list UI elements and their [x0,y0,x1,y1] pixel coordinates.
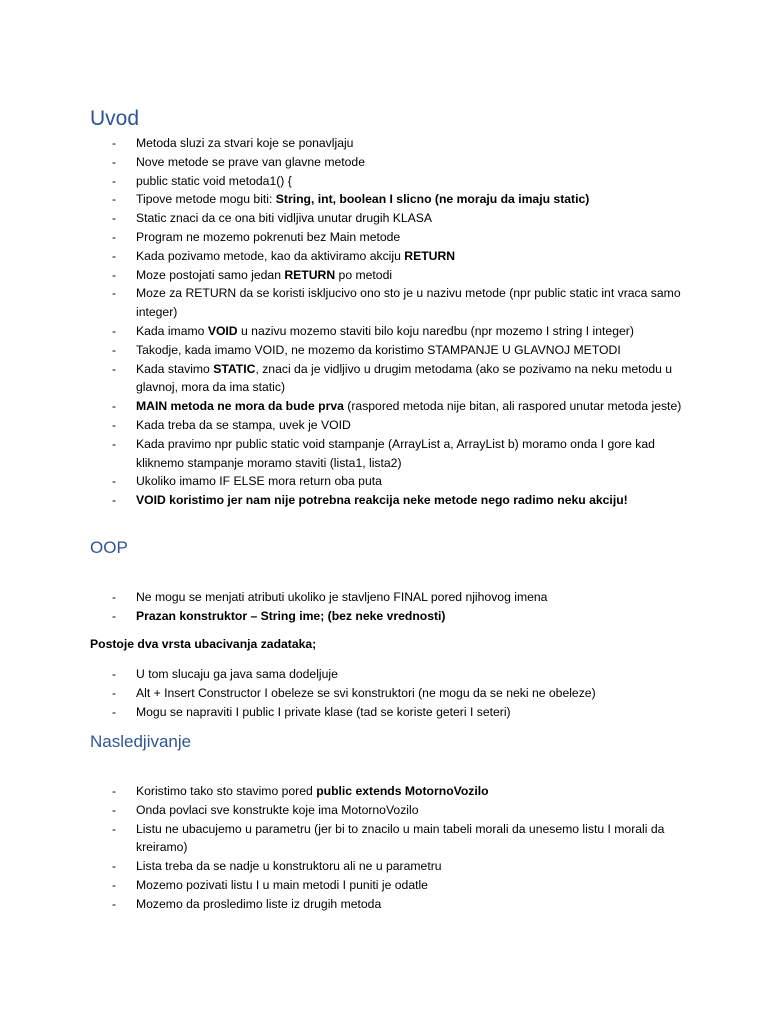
item-text: Nove metode se prave van glavne metode [136,154,365,169]
list-item [90,895,690,914]
bullet-dash: - [112,436,117,451]
list-item [90,801,690,820]
list-item [90,397,690,416]
bullet-dash: - [112,173,117,188]
list-item [90,472,690,491]
bullet-dash: - [112,399,117,414]
list-item [90,491,690,510]
list-item [90,284,690,322]
item-text: public static void metoda1() { [136,173,292,188]
list-item [90,607,690,626]
bullet-dash: - [112,877,117,892]
bullet-dash: - [112,192,117,207]
bullet-dash: - [112,361,117,376]
bullet-dash: - [112,211,117,226]
list-item [90,209,690,228]
item-text: Program ne mozemo pokrenuti bez Main metode [136,229,401,244]
list-item [90,857,690,876]
bullet-dash: - [112,590,117,604]
heading-uvod: Uvod [90,107,140,130]
item-text: Lista treba da se nadje u konstruktoru ali ne u parametru [136,859,442,874]
list-item [90,172,690,191]
bold-text: String, int, boolean I slicno (ne moraju da imaju static) [275,192,590,207]
item-text: Moze za RETURN da se koristi iskljucivo ono sto je u nazivu metode (npr public static int vraca samo integer) [136,286,681,320]
list-item [90,820,690,858]
bold-text: RETURN [404,248,456,263]
bold-text: STATIC [213,361,256,376]
heading-oop: OOP [90,538,128,557]
item-text: Listu ne ubacujemo u parametru (jer bi to znacilo u main tabeli morali da unesemo listu I morali da kreiramo) [136,821,665,855]
bullet-dash: - [112,229,117,244]
bullet-dash: - [112,704,117,719]
list-item [90,322,690,341]
oop-paragraph: Postoje dva vrsta ubacivanja zadataka; [90,637,317,651]
item-text: po metodi [335,267,393,282]
item-text: Mogu se napraviti I public I private klase (tad se koriste geteri I seteri) [136,704,511,719]
bold-text: VOID [207,323,238,338]
list-item [90,134,690,153]
item-text: Mozemo pozivati listu I u main metodi I puniti je odatle [136,877,428,892]
bullet-dash: - [112,493,117,508]
bullet-dash: - [112,136,117,150]
list-item [90,190,690,209]
list-item [90,665,690,684]
list-item [90,153,690,172]
bullet-dash: - [112,267,117,282]
list-item [90,782,690,801]
item-text: Takodje, kada imamo VOID, ne mozemo da koristimo STAMPANJE U GLAVNOJ METODI [136,342,621,357]
item-text: Koristimo tako sto stavimo pored [136,784,317,798]
bullet-dash: - [112,685,117,700]
item-text: Kada treba da se stampa, uvek je VOID [136,417,351,432]
bullet-dash: - [112,821,117,836]
list-item [90,247,690,266]
list-item [90,684,690,703]
bullet-dash: - [112,342,117,357]
list-item [90,416,690,435]
item-text: Ukoliko imamo IF ELSE mora return oba puta [136,474,382,489]
bullet-dash: - [112,802,117,817]
item-text: Static znaci da ce ona biti vidljiva unutar drugih KLASA [136,211,433,226]
bullet-dash: - [112,784,117,798]
nasledjivanje-list [90,782,690,914]
item-text: Metoda sluzi za stvari koje se ponavljaju [136,136,354,150]
item-text: , znaci da je vidljivo u drugim metodama (ako se pozivamo na neku metodu u glavnoj, mora da ima static) [136,361,673,395]
item-text: (raspored metoda nije bitan, ali raspored unutar metoda jeste) [343,399,682,414]
item-text: Moze postojati samo jedan [136,267,285,282]
item-text: Alt + Insert Constructor I obeleze se svi konstruktori (ne mogu da se neki ne obeleze) [136,685,596,700]
bullet-dash: - [112,323,117,338]
item-text: Kada stavimo [136,361,214,376]
bold-text: RETURN [284,267,336,282]
bullet-dash: - [112,859,117,874]
bullet-dash: - [112,248,117,263]
bold-text: VOID koristimo jer nam nije potrebna reakcija neke metode nego radimo neku akciju! [136,493,628,508]
bullet-dash: - [112,154,117,169]
list-item [90,435,690,473]
list-item [90,588,690,607]
bullet-dash: - [112,417,117,432]
bullet-dash: - [112,667,117,681]
item-text: Mozemo da prosledimo liste iz drugih metoda [136,896,382,911]
item-text: Kada pozivamo metode, kao da aktiviramo akciju [136,248,405,263]
list-item [90,341,690,360]
uvod-list [90,134,690,510]
bold-text: MAIN metoda ne mora da bude prva [136,399,344,414]
item-text: u nazivu mozemo staviti bilo koju naredbu (npr mozemo I string I integer) [237,323,634,338]
list-item [90,703,690,722]
bullet-dash: - [112,286,117,301]
oop-list [90,588,690,626]
bold-text: public extends MotornoVozilo [316,784,489,798]
item-text: Tipove metode mogu biti: [136,192,276,207]
bullet-dash: - [112,474,117,489]
bullet-dash: - [112,608,117,623]
oop-list-2 [90,665,690,721]
item-text: Onda povlaci sve konstrukte koje ima MotornoVozilo [136,802,419,817]
item-text: Kada pravimo npr public static void stampanje (ArrayList a, ArrayList b) moramo onda I gore kad kliknemo stampanje moramo staviti (lista1, lista2) [136,436,655,470]
item-text: Ne mogu se menjati atributi ukoliko je stavljeno FINAL pored njihovog imena [136,590,548,604]
heading-nasledjivanje: Nasledjivanje [90,732,192,751]
list-item [90,228,690,247]
list-item [90,876,690,895]
item-text: U tom slucaju ga java sama dodeljuje [136,667,338,681]
list-item [90,266,690,285]
bold-text: Prazan konstruktor – String ime; (bez neke vrednosti) [136,608,446,623]
bullet-dash: - [112,896,117,911]
list-item [90,360,690,398]
item-text: Kada imamo [136,323,208,338]
